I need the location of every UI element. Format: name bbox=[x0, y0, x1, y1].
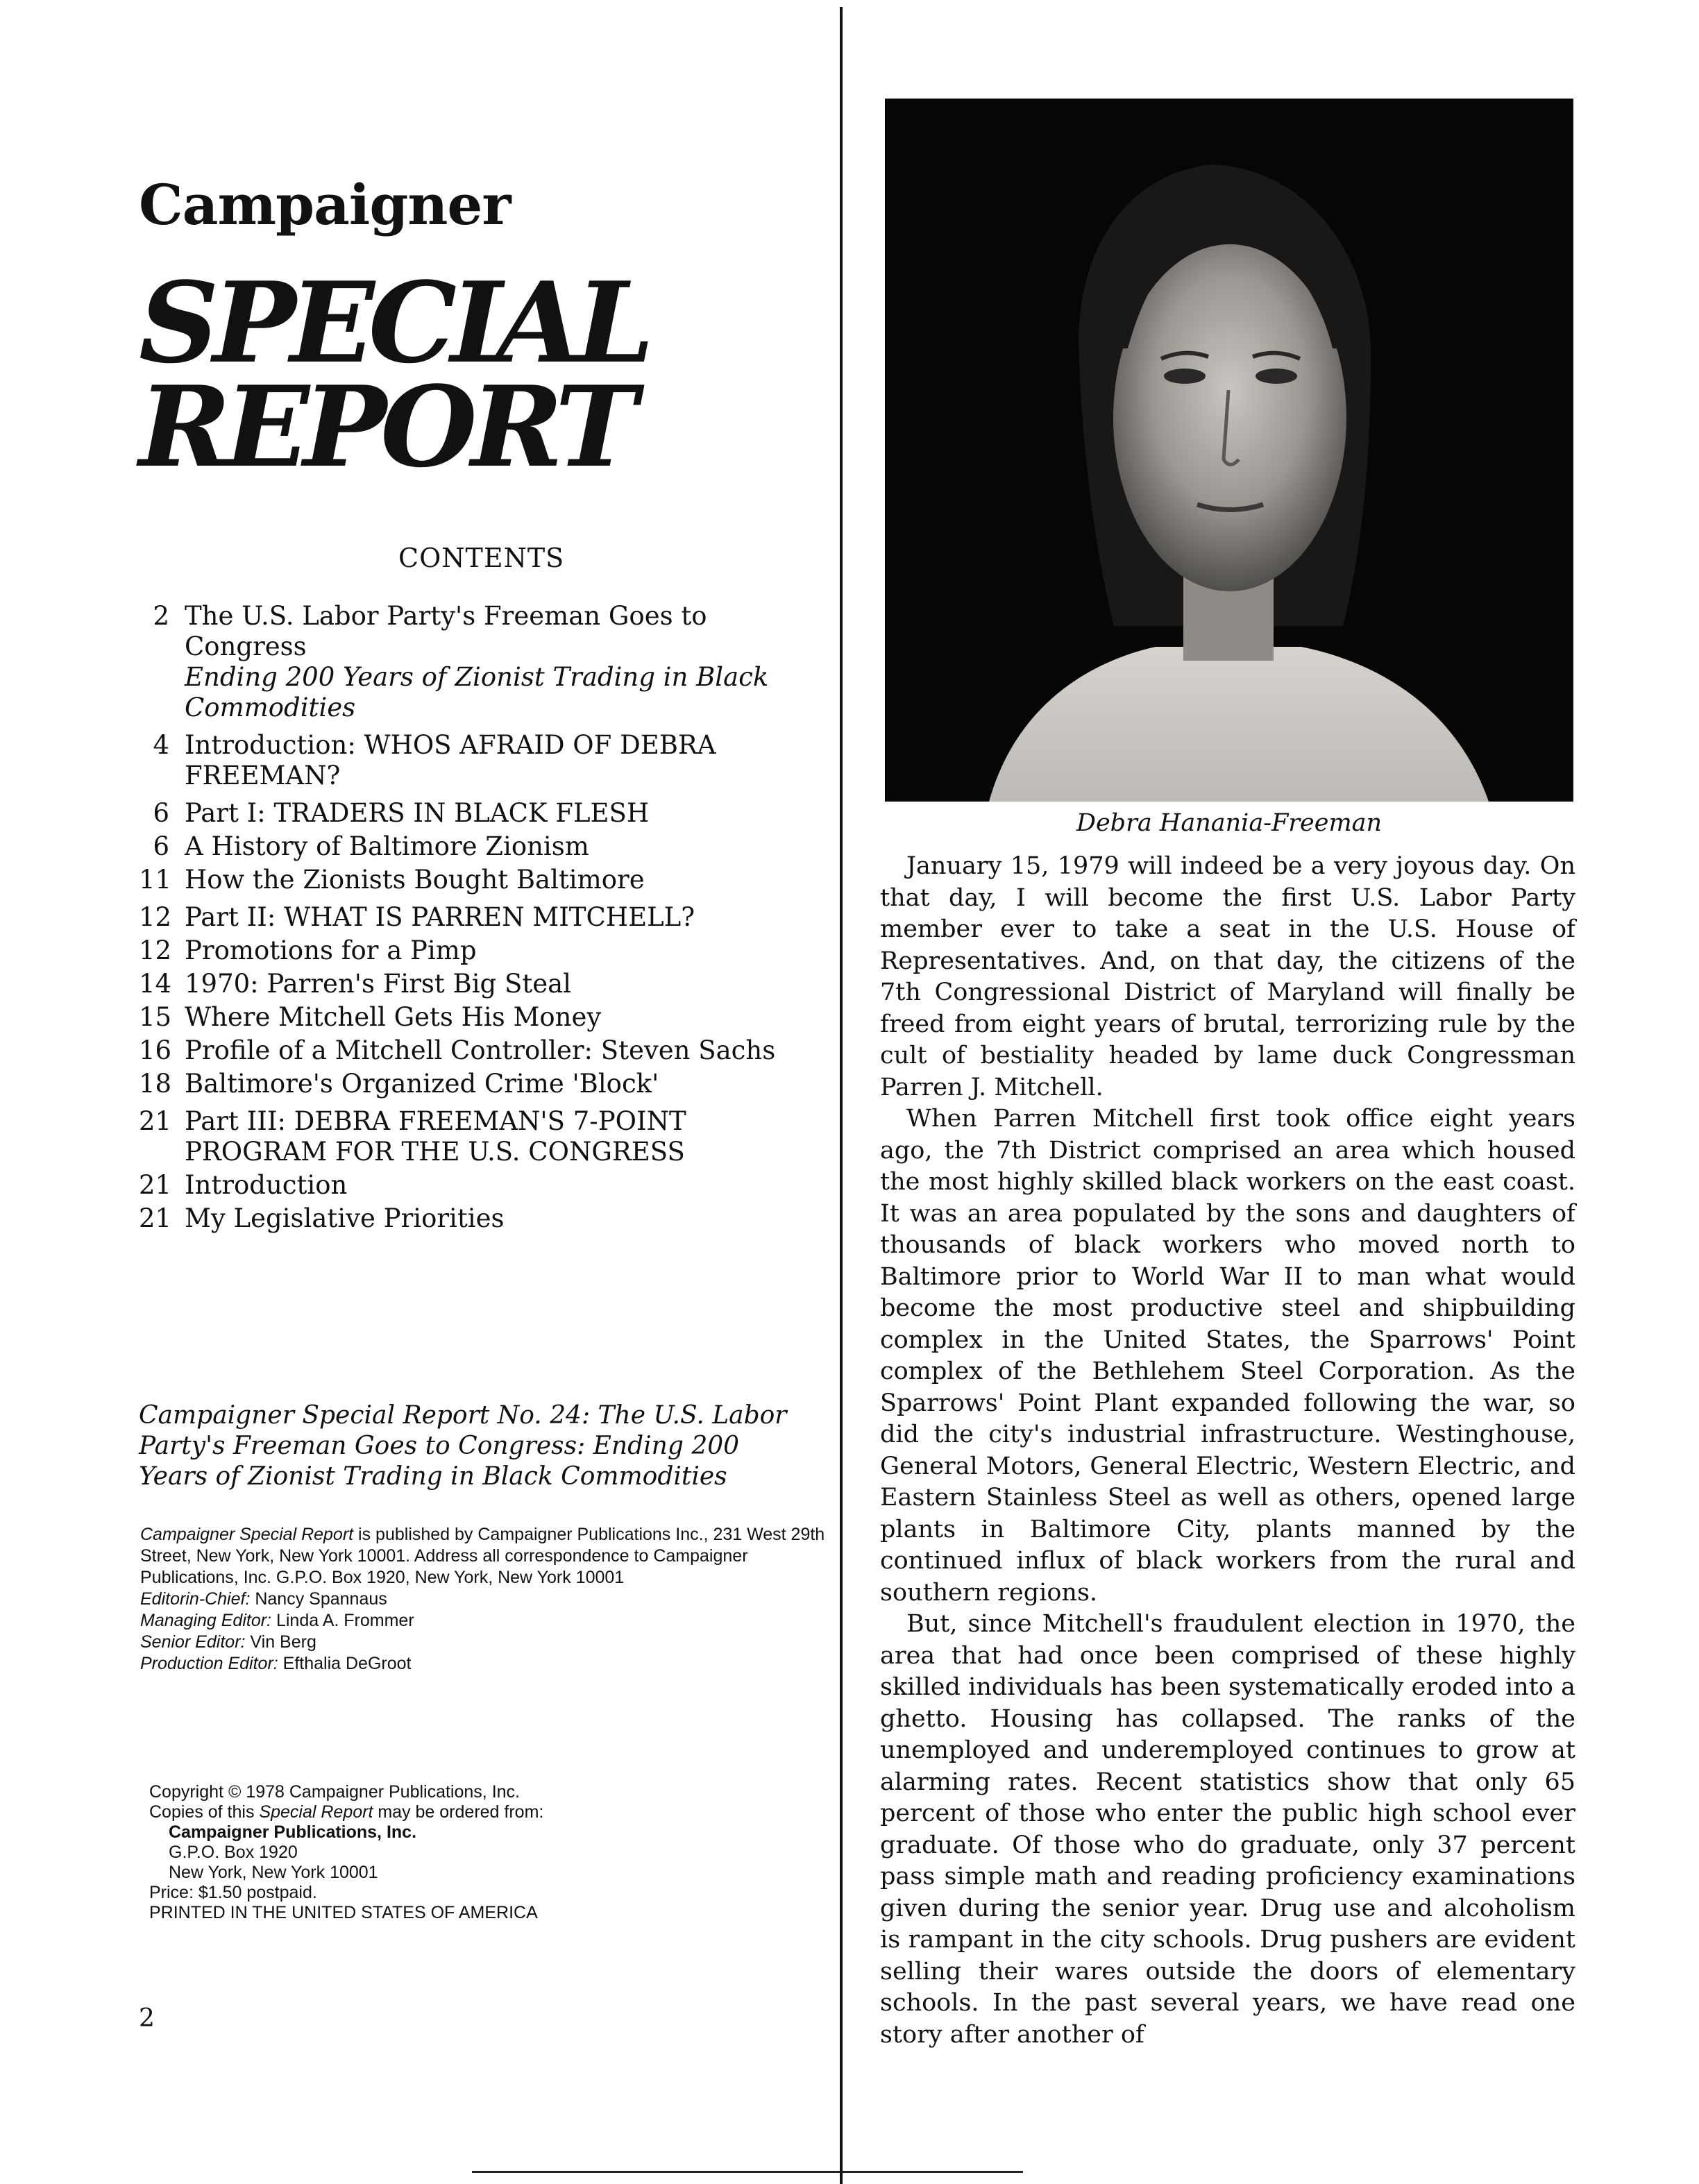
order-text-end: may be ordered from: bbox=[373, 1802, 544, 1822]
editor-role: Production Editor: bbox=[140, 1654, 278, 1673]
toc-title: Baltimore's Organized Crime 'Block' bbox=[185, 1069, 659, 1099]
printed-line: PRINTED IN THE UNITED STATES OF AMERICA bbox=[149, 1903, 538, 1922]
toc-page-number: 21 bbox=[139, 1106, 172, 1136]
series-title: Campaigner Special Report No. 24: The U.S. Labor Party's Freeman Goes to Congress: Ending 200 Years of Zionist Trading in Black Commodities bbox=[139, 1401, 787, 1491]
publication-name: Campaigner bbox=[139, 172, 511, 237]
editor-name: Nancy Spannaus bbox=[250, 1589, 387, 1609]
publisher-address: is published by Campaigner Publications Inc., 231 West 29th Street, New York, New York 10001. Address all correspondence to Campaigner Publications, Inc. G.P.O. Box 1920, New York, New York 10001 bbox=[140, 1525, 825, 1587]
copyright-line: Copyright © 1978 Campaigner Publications, Inc. bbox=[149, 1782, 520, 1802]
toc-title: Profile of a Mitchell Controller: Steven Sachs bbox=[185, 1035, 776, 1065]
toc-page-number: 14 bbox=[139, 969, 172, 999]
order-text-italic: Special Report bbox=[259, 1802, 373, 1822]
toc-page-number: 18 bbox=[139, 1069, 172, 1099]
order-organization bbox=[149, 1822, 704, 1843]
editor-role: Senior Editor: bbox=[140, 1632, 246, 1652]
toc-title: Where Mitchell Gets His Money bbox=[185, 1002, 602, 1032]
bottom-rule-right bbox=[843, 2171, 1023, 2173]
order-city: New York, New York 10001 bbox=[169, 1863, 378, 1882]
article-paragraph: But, since Mitchell's fraudulent election in 1970, the area that had once been comprised of these highly skilled individuals has been systematically eroded into a ghetto. Housing has collapsed. The ranks of the unemployed and underemployed continues to grow at alarming rates. Recent statistics show that only 65 percent of those who enter the public high school ever graduate. Of those who do graduate, only 37 percent pass simple math and reading proficiency examinations given during the senior year. Drug use and alcoholism is rampant in the city schools. Drug pushers are evident selling their wares outside the doors of elementary schools. In the past several years, we have read one story after another of bbox=[880, 1610, 1575, 2049]
order-text: Copies of this bbox=[149, 1802, 260, 1822]
editor-line bbox=[140, 1653, 831, 1675]
page-number: 2 bbox=[139, 2004, 155, 2033]
toc-title: Part II: WHAT IS PARREN MITCHELL? bbox=[185, 902, 695, 932]
toc-title: A History of Baltimore Zionism bbox=[185, 831, 589, 861]
toc-page-number: 6 bbox=[153, 831, 169, 861]
toc-subtitle: Ending 200 Years of Zionist Trading in Black Commodities bbox=[185, 662, 769, 722]
copyright-block bbox=[149, 1782, 704, 1923]
article-paragraph: January 15, 1979 will indeed be a very joyous day. On that day, I will become the first U.S. Labor Party member ever to take a seat in the U.S. House of Representatives. And, on that day, the citizens of the 7th Congressional District of Maryland will finally be freed from eight years of brutal, terrorizing rule by the cult of bestiality headed by lame duck Congressman Parren J. Mitchell. bbox=[880, 852, 1575, 1101]
toc-title: Introduction bbox=[185, 1170, 348, 1200]
toc-title: How the Zionists Bought Baltimore bbox=[185, 865, 645, 895]
toc-page-number: 12 bbox=[139, 936, 172, 965]
toc-item bbox=[139, 730, 805, 791]
editor-line bbox=[140, 1589, 831, 1610]
toc-item bbox=[139, 936, 805, 966]
toc-title: Part III: DEBRA FREEMAN'S 7-POINT PROGRAM FOR THE U.S. CONGRESS bbox=[185, 1106, 686, 1167]
order-organization-name: Campaigner Publications, Inc. bbox=[169, 1822, 417, 1842]
toc-item bbox=[139, 1170, 805, 1201]
toc-item bbox=[139, 1106, 805, 1167]
masthead-special: SPECIAL bbox=[139, 257, 648, 388]
toc-title: Promotions for a Pimp bbox=[185, 936, 477, 965]
editor-name: Vin Berg bbox=[245, 1632, 316, 1652]
editor-name: Efthalia DeGroot bbox=[278, 1654, 412, 1673]
editor-role: Managing Editor: bbox=[140, 1611, 272, 1630]
toc-page-number: 16 bbox=[139, 1035, 172, 1065]
price-line: Price: $1.50 postpaid. bbox=[149, 1883, 317, 1902]
article-body bbox=[880, 851, 1575, 2051]
toc-item bbox=[139, 1035, 805, 1066]
toc-page-number: 12 bbox=[139, 902, 172, 932]
publisher-statement bbox=[140, 1524, 831, 1589]
toc-item bbox=[139, 865, 805, 895]
masthead-report: REPORT bbox=[139, 362, 632, 492]
toc-title: Introduction: WHOS AFRAID OF DEBRA FREEMAN? bbox=[185, 730, 716, 790]
toc-page-number: 4 bbox=[153, 730, 169, 760]
portrait-photo bbox=[885, 99, 1573, 802]
portrait-illustration bbox=[885, 99, 1573, 802]
toc-page-number: 6 bbox=[153, 798, 169, 828]
photo-caption: Debra Hanania-Freeman bbox=[1076, 809, 1383, 837]
toc-page-number: 15 bbox=[139, 1002, 172, 1032]
toc-title: 1970: Parren's First Big Steal bbox=[185, 969, 571, 999]
toc-item bbox=[139, 1069, 805, 1099]
editor-line bbox=[140, 1632, 831, 1653]
toc-page-number: 21 bbox=[139, 1170, 172, 1200]
article-paragraph: When Parren Mitchell first took office eight years ago, the 7th District comprised an area which housed the most highly skilled black workers on the east coast. It was an area populated by the sons and daughters of thousands of black workers who moved north to Baltimore prior to World War II to man what would become the most productive steel and shipbuilding complex in the United States, the Sparrows' Point complex of the Bethlehem Steel Corporation. As the Sparrows' Point Plant expanded following the war, so did the city's industrial infrastructure. Westinghouse, General Motors, General Electric, Western Electric, and Eastern Stainless Steel as well as others, opened large plants in Baltimore City, plants manned by the continued influx of black workers from the rural and southern regions. bbox=[880, 1105, 1575, 1607]
toc-title: My Legislative Priorities bbox=[185, 1203, 505, 1233]
bottom-rule-left bbox=[472, 2171, 840, 2173]
toc-item bbox=[139, 601, 805, 723]
toc-page-number: 11 bbox=[139, 865, 172, 895]
editor-line bbox=[140, 1610, 831, 1632]
toc-title: Part I: TRADERS IN BLACK FLESH bbox=[185, 798, 650, 828]
toc-item bbox=[139, 1203, 805, 1234]
column-divider bbox=[840, 7, 843, 2184]
toc-item bbox=[139, 798, 805, 829]
order-line bbox=[149, 1802, 704, 1822]
toc-item bbox=[139, 831, 805, 862]
toc-title: The U.S. Labor Party's Freeman Goes to Congress bbox=[185, 601, 707, 661]
publication-name-italic: Campaigner Special Report bbox=[140, 1525, 354, 1544]
order-box: G.P.O. Box 1920 bbox=[169, 1843, 298, 1862]
publication-masthead bbox=[140, 1524, 831, 1675]
toc-item bbox=[139, 1002, 805, 1033]
toc-page-number: 21 bbox=[139, 1203, 172, 1233]
toc-page-number: 2 bbox=[153, 601, 169, 631]
toc-item bbox=[139, 969, 805, 999]
contents-heading: CONTENTS bbox=[398, 543, 565, 573]
editor-role: Editorin-Chief: bbox=[140, 1589, 251, 1609]
toc-item bbox=[139, 902, 805, 933]
editor-name: Linda A. Frommer bbox=[271, 1611, 414, 1630]
table-of-contents bbox=[139, 601, 805, 1237]
